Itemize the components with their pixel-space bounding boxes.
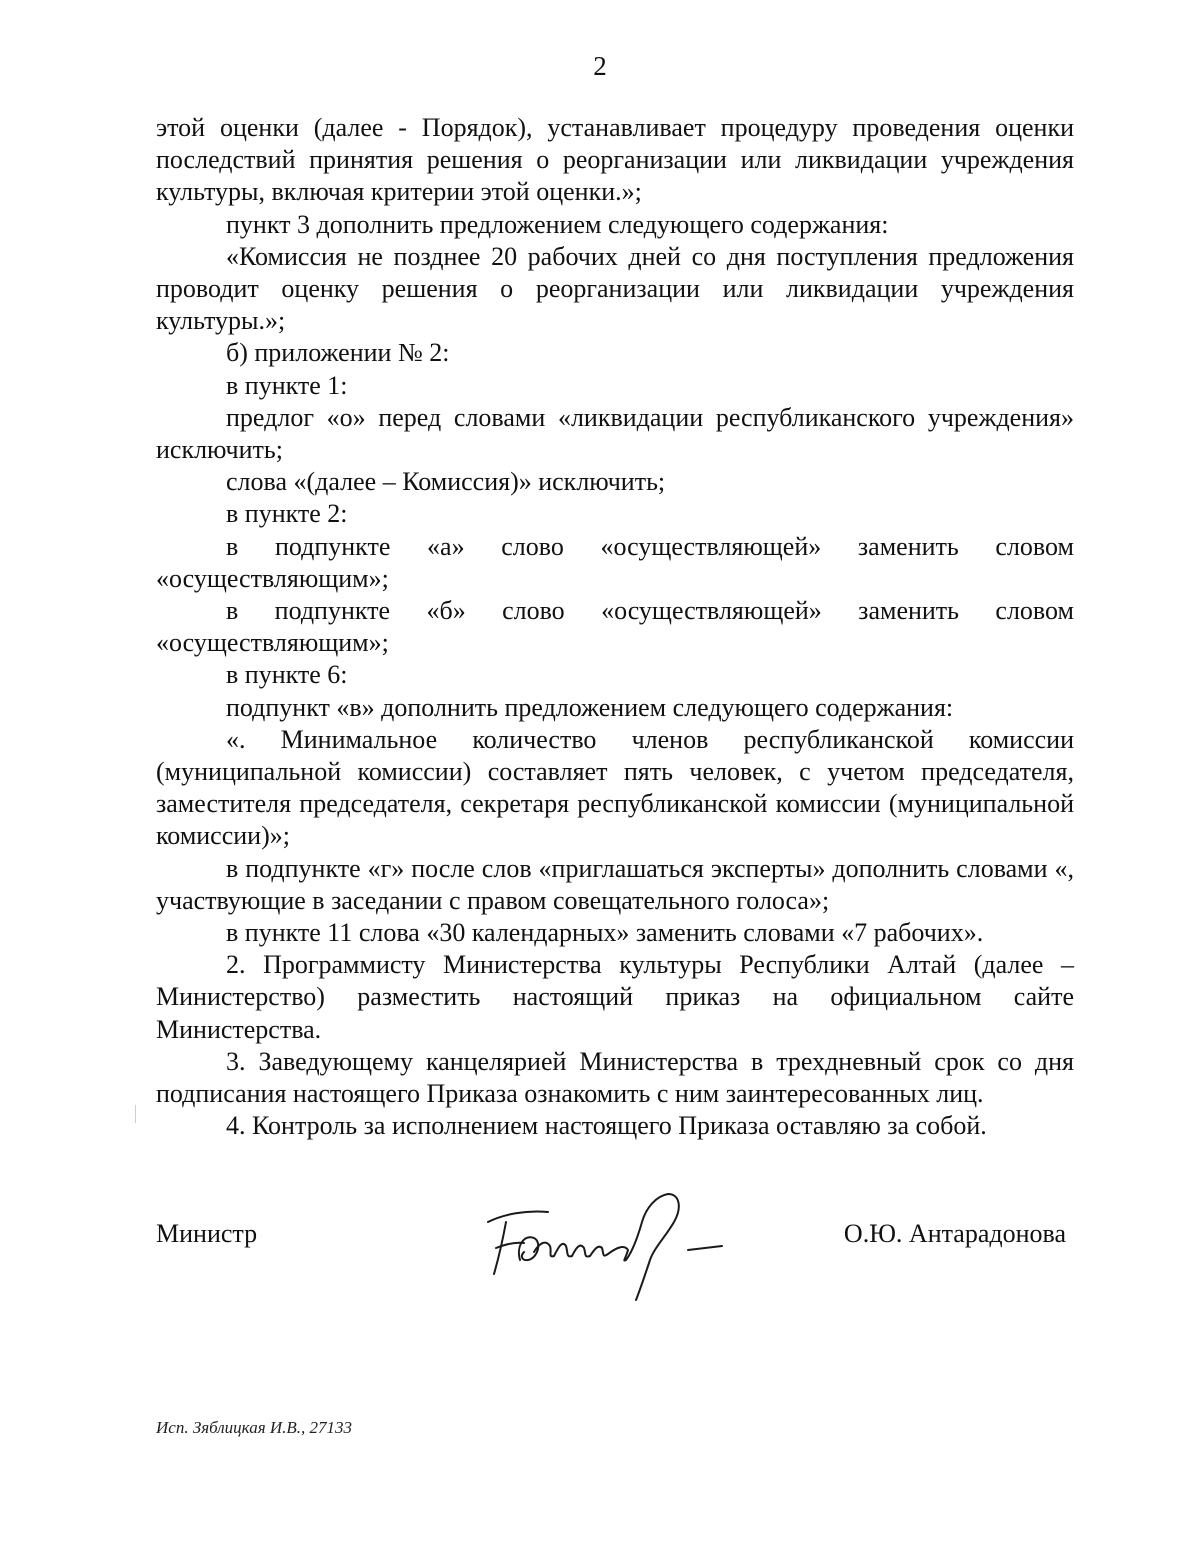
paragraph-section-2: 2. Программисту Министерства культуры Республики Алтай (далее – Министерство) разместить настоящий приказ на официальном сайте Министерства.: [156, 950, 1074, 1044]
paragraph-point-1: в пункте 1:: [226, 370, 348, 400]
scan-margin-mark: [135, 1105, 136, 1123]
executor-note: Исп. Зяблицкая И.В., 27133: [156, 1418, 353, 1437]
paragraph-appendix-2: б) приложении № 2:: [226, 338, 450, 368]
paragraph-point-2: в пункте 2:: [226, 499, 348, 529]
paragraph-words-excluded: слова «(далее – Комиссия)» исключить;: [226, 467, 666, 497]
paragraph-continuation: этой оценки (далее - Порядок), устанавливает процедуру проведения оценки последствий принятия решения о реорганизации или ликвидации учреждения культуры, включая критерии этой оценки.»;: [156, 113, 1074, 207]
paragraph-section-3: 3. Заведующему канцелярией Министерства в трехдневный срок со дня подписания настоящего Приказа ознакомить с ним заинтересованных лиц.: [156, 1046, 1074, 1109]
paragraph-item-3-addition: пункт 3 дополнить предложением следующего содержания:: [226, 209, 889, 239]
signatory-title: Министр: [156, 1219, 258, 1248]
handwritten-signature: [476, 1182, 766, 1307]
page-number: 2: [593, 51, 607, 81]
paragraph-point-6: в пункте 6:: [226, 660, 348, 690]
paragraph-subpoint-a: в подпункте «а» слово «осуществляющей» заменить словом «осуществляющим»;: [156, 531, 1074, 593]
paragraph-section-4: 4. Контроль за исполнением настоящего Приказа оставляю за собой.: [226, 1111, 987, 1141]
paragraph-subpoint-b: в подпункте «б» слово «осуществляющей» заменить словом «осуществляющим»;: [156, 596, 1074, 658]
signatory-name: О.Ю. Антарадонова: [843, 1219, 1066, 1248]
paragraph-minimum-members: «. Минимальное количество членов республиканской комиссии (муниципальной комиссии) составляет пять человек, с учетом председателя, заместителя председателя, секретаря республиканской комиссии (муниципальной комиссии)»;: [156, 724, 1074, 851]
paragraph-point-11: в пункте 11 слова «30 календарных» заменить словами «7 рабочих».: [226, 918, 984, 948]
paragraph-preposition: предлог «о» перед словами «ликвидации республиканского учреждения» исключить;: [156, 402, 1074, 465]
paragraph-subpoint-g: в подпункте «г» после слов «приглашаться эксперты» дополнить словами «, участвующие в заседании с правом совещательного голоса»;: [156, 853, 1074, 915]
paragraph-commission-quote: «Комиссия не позднее 20 рабочих дней со дня поступления предложения проводит оценку решения о реорганизации или ликвидации учреждения культуры.»;: [156, 241, 1074, 336]
document-body: [156, 112, 1074, 1143]
paragraph-subpoint-v: подпункт «в» дополнить предложением следующего содержания:: [226, 692, 954, 722]
